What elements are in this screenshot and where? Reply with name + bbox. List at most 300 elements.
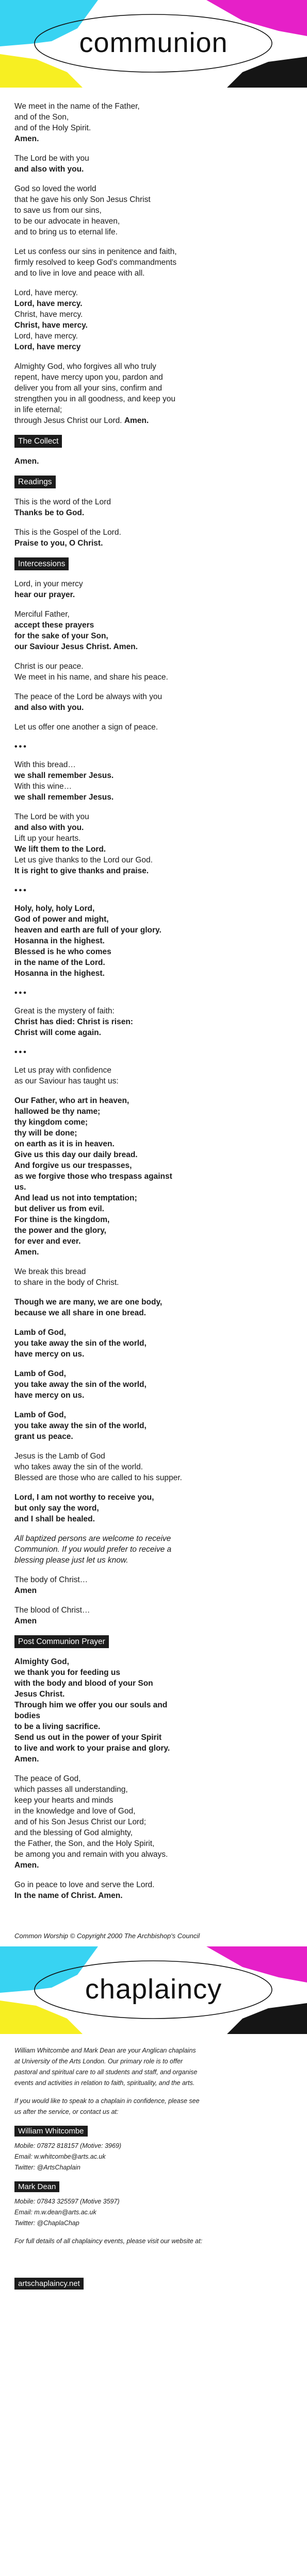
line-text: heaven and earth are full of your glory.	[14, 926, 161, 935]
line-text: but only say the word,	[14, 1504, 99, 1513]
congregation-response	[14, 1514, 293, 1524]
text-line	[14, 2237, 293, 2248]
line-text: We break this bread	[14, 1267, 86, 1276]
liturgy-paragraph	[14, 1065, 293, 1087]
line-text: you take away the sin of the world,	[14, 1339, 147, 1348]
section-divider: •••	[14, 742, 28, 751]
line-text: The Lord be with you	[14, 812, 89, 821]
line-response: Amen.	[124, 416, 149, 425]
line-text: Amen	[14, 1586, 37, 1595]
congregation-response	[14, 1616, 293, 1626]
line-text: Let us pray with confidence	[14, 1066, 111, 1075]
line-text: Merciful Father,	[14, 610, 70, 619]
line-text: Holy, holy, holy Lord,	[14, 904, 95, 913]
line-text: Give us this day our daily bread.	[14, 1150, 138, 1159]
line-text: we shall remember Jesus.	[14, 793, 114, 802]
text-line	[14, 1076, 293, 1087]
line-text: and I shall be healed.	[14, 1515, 95, 1523]
line-text: have mercy on us.	[14, 1350, 85, 1359]
line-text: Thanks be to God.	[14, 509, 85, 517]
text-line	[14, 661, 293, 672]
congregation-response	[14, 936, 293, 946]
line-text: With this bread…	[14, 760, 76, 769]
text-line	[14, 361, 293, 372]
congregation-response	[14, 1139, 293, 1149]
line-text: and to bring us to eternal life.	[14, 228, 118, 236]
congregation-response	[14, 1338, 293, 1349]
line-text: you take away the sin of the world,	[14, 1421, 147, 1430]
line-text: Hosanna in the highest.	[14, 937, 105, 945]
section-heading: Post Communion Prayer	[14, 1635, 109, 1648]
text-line	[14, 1544, 293, 1555]
liturgy-paragraph	[14, 609, 293, 652]
congregation-response	[14, 133, 293, 144]
liturgy-paragraph	[14, 691, 293, 713]
congregation-response	[14, 1349, 293, 1360]
congregation-response	[14, 620, 293, 631]
line-text: as our Saviour has taught us:	[14, 1077, 119, 1086]
line-text: For thine is the kingdom,	[14, 1215, 110, 1224]
congregation-response	[14, 1214, 293, 1225]
line-text: we thank you for feeding us	[14, 1668, 120, 1677]
liturgy-paragraph	[14, 811, 293, 876]
congregation-response	[14, 702, 293, 713]
text-line	[14, 153, 293, 164]
line-text: The Lord be with you	[14, 154, 89, 163]
line-text: Though we are many, we are one body,	[14, 1298, 163, 1307]
text-line	[14, 497, 293, 507]
line-text: The body of Christ…	[14, 1575, 88, 1584]
congregation-response	[14, 903, 293, 914]
text-line	[14, 2197, 293, 2208]
liturgy-text	[0, 88, 307, 1920]
line-text: Amen	[14, 1617, 37, 1625]
black-shape	[227, 57, 307, 88]
congregation-response	[14, 792, 293, 803]
congregation-response	[14, 1379, 293, 1390]
congregation-response	[14, 1700, 293, 1710]
text-line	[14, 1555, 293, 1566]
liturgy-paragraph	[14, 1533, 293, 1566]
congregation-response	[14, 946, 293, 957]
line-text: Mobile: 07843 325597 (Motive 3597)	[14, 2198, 120, 2205]
page-title: communion	[79, 27, 228, 58]
text-line	[14, 1451, 293, 1462]
liturgy-paragraph	[14, 1266, 293, 1288]
line-text: to be a living sacrifice.	[14, 1722, 101, 1731]
text-line	[14, 1827, 293, 1838]
congregation-response	[14, 822, 293, 833]
liturgy-paragraph	[14, 1327, 293, 1360]
line-text: God so loved the world	[14, 184, 96, 193]
congregation-response	[14, 1204, 293, 1214]
line-text: and also with you.	[14, 823, 84, 832]
line-text: Lord, have mercy.	[14, 332, 78, 341]
text-line	[14, 1806, 293, 1817]
line-text: we shall remember Jesus.	[14, 771, 114, 780]
text-line	[14, 1472, 293, 1483]
text-line	[14, 183, 293, 194]
line-text: at University of the Arts London. Our primary role is to offer	[14, 2058, 183, 2065]
liturgy-paragraph	[14, 1410, 293, 1442]
line-text: Blessed is he who comes	[14, 947, 111, 956]
text-line	[14, 2153, 293, 2163]
line-text: through Jesus Christ our Lord.	[14, 416, 124, 425]
congregation-response	[14, 631, 293, 641]
congregation-response	[14, 1710, 293, 1721]
liturgy-paragraph	[14, 2046, 293, 2090]
congregation-response	[14, 1390, 293, 1401]
line-text: us.	[14, 1183, 26, 1192]
line-text: Amen.	[14, 1248, 39, 1257]
line-text: us after the service, or contact us at:	[14, 2108, 119, 2115]
text-line	[14, 722, 293, 733]
text-line	[14, 1879, 293, 1890]
congregation-response	[14, 1327, 293, 1338]
section-divider: •••	[14, 1048, 28, 1057]
line-text: With this wine…	[14, 782, 72, 791]
line-text: thy will be done;	[14, 1129, 77, 1138]
text-line	[14, 1065, 293, 1076]
congregation-response	[14, 770, 293, 781]
line-text: the Father, the Son, and the Holy Spirit,	[14, 1839, 155, 1848]
line-text: For full details of all chaplaincy events, please visit our website at:	[14, 2238, 203, 2245]
congregation-response	[14, 844, 293, 855]
congregation-response	[14, 1721, 293, 1732]
liturgy-paragraph	[14, 661, 293, 683]
line-text: Lord, have mercy.	[14, 289, 78, 297]
line-text: And forgive us our trespasses,	[14, 1161, 132, 1170]
line-text: which passes all understanding,	[14, 1785, 128, 1794]
liturgy-paragraph	[14, 2197, 293, 2230]
congregation-response	[14, 1027, 293, 1038]
liturgy-paragraph	[14, 101, 293, 144]
line-text: because we all share in one bread.	[14, 1309, 146, 1317]
liturgy-paragraph	[14, 153, 293, 175]
line-text: Let us confess our sins in penitence and faith,	[14, 247, 177, 256]
line-text: events and activities in relation to faith, spirituality, and the arts.	[14, 2079, 195, 2087]
line-text: Christ, have mercy.	[14, 310, 83, 319]
communion-banner	[0, 0, 307, 88]
text-line	[14, 1574, 293, 1585]
congregation-response	[14, 164, 293, 175]
congregation-response	[14, 1106, 293, 1117]
congregation-response	[14, 1128, 293, 1139]
congregation-response	[14, 1689, 293, 1700]
section-heading: Intercessions	[14, 557, 69, 570]
line-text: Amen.	[14, 457, 39, 466]
text-line	[14, 268, 293, 279]
text-line	[14, 227, 293, 238]
congregation-response	[14, 507, 293, 518]
section-heading: Mark Dean	[14, 2181, 59, 2192]
congregation-response	[14, 1247, 293, 1258]
line-text: Send us out in the power of your Spirit	[14, 1733, 162, 1742]
text-line	[14, 609, 293, 620]
line-text: as we forgive those who trespass against	[14, 1172, 172, 1181]
congregation-response	[14, 298, 293, 309]
liturgy-paragraph	[14, 1451, 293, 1483]
congregation-response	[14, 1890, 293, 1901]
liturgy-paragraph	[14, 1368, 293, 1401]
congregation-response	[14, 342, 293, 352]
text-line	[14, 205, 293, 216]
congregation-response	[14, 925, 293, 936]
section-heading: William Whitcombe	[14, 2126, 88, 2137]
line-text: The peace of God,	[14, 1774, 81, 1783]
congregation-response	[14, 1678, 293, 1689]
text-line	[14, 2068, 293, 2079]
yellow-shape	[0, 54, 83, 88]
congregation-response	[14, 538, 293, 549]
congregation-response	[14, 1410, 293, 1420]
line-text: repent, have mercy upon you, pardon and	[14, 373, 163, 382]
text-line	[14, 123, 293, 133]
congregation-response	[14, 1182, 293, 1193]
line-text: hear our prayer.	[14, 590, 75, 599]
line-text: Lift up your hearts.	[14, 834, 81, 843]
line-text: Let us offer one another a sign of peace.	[14, 723, 158, 732]
line-text: in the name of the Lord.	[14, 958, 105, 967]
congregation-response	[14, 1732, 293, 1743]
text-line	[14, 331, 293, 342]
line-text: grant us peace.	[14, 1432, 73, 1441]
line-text: Great is the mystery of faith:	[14, 1007, 115, 1015]
text-line	[14, 2142, 293, 2153]
line-text: Communion. If you would prefer to receive a	[14, 1545, 172, 1554]
line-text: Amen.	[14, 134, 39, 143]
text-line	[14, 1462, 293, 1472]
line-text: strengthen you in all goodness, and keep you	[14, 395, 175, 403]
line-text: Almighty God,	[14, 1657, 69, 1666]
line-text: in life eternal;	[14, 405, 62, 414]
line-text: and also with you.	[14, 703, 84, 712]
line-text: It is right to give thanks and praise.	[14, 867, 149, 875]
text-line	[14, 1266, 293, 1277]
yellow-shape	[0, 2001, 83, 2034]
text-line	[14, 1006, 293, 1016]
line-text: Lord, I am not worthy to receive you,	[14, 1493, 154, 1502]
line-text: on earth as it is in heaven.	[14, 1140, 115, 1148]
liturgy-paragraph	[14, 287, 293, 352]
text-line	[14, 372, 293, 383]
liturgy-paragraph	[14, 2097, 293, 2119]
liturgy-paragraph	[14, 1656, 293, 1765]
line-text: Christ will come again.	[14, 1028, 101, 1037]
congregation-response	[14, 1016, 293, 1027]
website-link[interactable]: artschaplaincy.net	[14, 2278, 84, 2290]
line-text: blessing please just let us know.	[14, 1556, 128, 1565]
line-text: be among you and remain with you always.	[14, 1850, 168, 1859]
line-text: Lamb of God,	[14, 1411, 66, 1419]
liturgy-paragraph	[14, 722, 293, 733]
liturgy-paragraph	[14, 456, 293, 467]
text-line	[14, 527, 293, 538]
section-heading: The Collect	[14, 435, 62, 448]
text-line	[14, 216, 293, 227]
line-text: Email: m.w.dean@arts.ac.uk	[14, 2209, 96, 2216]
text-line	[14, 1277, 293, 1288]
congregation-response	[14, 1368, 293, 1379]
line-text: If you would like to speak to a chaplain in confidence, please see	[14, 2097, 200, 2105]
line-text: Twitter: @ArtsChaplain	[14, 2164, 80, 2171]
congregation-response	[14, 1236, 293, 1247]
congregation-response	[14, 589, 293, 600]
line-text: hallowed be thy name;	[14, 1107, 101, 1116]
liturgy-paragraph	[14, 1297, 293, 1318]
text-line	[14, 2163, 293, 2174]
line-text: in the knowledge and love of God,	[14, 1807, 136, 1816]
text-line	[14, 257, 293, 268]
line-text: God of power and might,	[14, 915, 109, 924]
line-text: to save us from our sins,	[14, 206, 102, 215]
line-text: We meet in his name, and share his peace.	[14, 673, 168, 682]
line-text: have mercy on us.	[14, 1391, 85, 1400]
line-text: Let us give thanks to the Lord our God.	[14, 856, 153, 865]
text-line	[14, 394, 293, 404]
line-text: to share in the body of Christ.	[14, 1278, 119, 1287]
line-text: This is the Gospel of the Lord.	[14, 528, 121, 537]
text-line	[14, 2057, 293, 2068]
text-line	[14, 1795, 293, 1806]
text-line	[14, 1533, 293, 1544]
congregation-response	[14, 866, 293, 876]
line-text: Lord, in your mercy	[14, 580, 83, 588]
section-divider: •••	[14, 886, 28, 895]
line-text: Amen.	[14, 1861, 39, 1870]
line-text: This is the word of the Lord	[14, 498, 111, 506]
text-line	[14, 2079, 293, 2090]
line-text: and to live in love and peace with all.	[14, 269, 145, 278]
liturgy-paragraph	[14, 1574, 293, 1596]
line-text: and of the Holy Spirit.	[14, 124, 91, 132]
line-text: accept these prayers	[14, 621, 94, 630]
line-text: our Saviour Jesus Christ. Amen.	[14, 642, 138, 651]
line-text: Hosanna in the highest.	[14, 969, 105, 978]
line-text: firmly resolved to keep God's commandments	[14, 258, 176, 267]
chaplaincy-title: chaplaincy	[85, 1974, 222, 2005]
line-text: Email: w.whitcombe@arts.ac.uk	[14, 2153, 106, 2160]
line-text: Blessed are those who are called to his supper.	[14, 1473, 182, 1482]
text-line	[14, 672, 293, 683]
congregation-response	[14, 1656, 293, 1667]
text-line	[14, 112, 293, 123]
liturgy-paragraph	[14, 2142, 293, 2174]
text-line	[14, 781, 293, 792]
line-text: Go in peace to love and serve the Lord.	[14, 1880, 155, 1889]
text-line	[14, 246, 293, 257]
line-text: Our Father, who art in heaven,	[14, 1096, 130, 1105]
line-text: Lord, have mercy	[14, 343, 81, 351]
text-line	[14, 579, 293, 589]
congregation-response	[14, 1297, 293, 1308]
line-text: All baptized persons are welcome to receive	[14, 1534, 171, 1543]
line-text: We meet in the name of the Father,	[14, 102, 140, 111]
line-text: for the sake of your Son,	[14, 632, 108, 640]
liturgy-paragraph	[14, 1492, 293, 1524]
line-text: Praise to you, O Christ.	[14, 539, 103, 548]
liturgy-paragraph	[14, 1879, 293, 1901]
liturgy-paragraph	[14, 903, 293, 979]
line-text: Mobile: 07872 818157 (Motive: 3969)	[14, 2142, 122, 2149]
congregation-response	[14, 1503, 293, 1514]
congregation-response	[14, 1754, 293, 1765]
text-line	[14, 691, 293, 702]
liturgy-paragraph	[14, 183, 293, 238]
line-text: Christ, have mercy.	[14, 321, 88, 330]
congregation-response	[14, 1171, 293, 1182]
text-line	[14, 309, 293, 320]
line-text: and also with you.	[14, 165, 84, 174]
congregation-response	[14, 1743, 293, 1754]
line-text: The peace of the Lord be always with you	[14, 692, 163, 701]
line-text: Lamb of God,	[14, 1328, 66, 1337]
liturgy-paragraph	[14, 1006, 293, 1038]
congregation-response	[14, 1095, 293, 1106]
text-line	[14, 404, 293, 415]
text-line	[14, 1817, 293, 1827]
text-line	[14, 383, 293, 394]
text-line	[14, 855, 293, 866]
text-line	[14, 101, 293, 112]
congregation-response	[14, 1431, 293, 1442]
line-text: Christ has died: Christ is risen:	[14, 1018, 133, 1026]
line-text: Amen.	[14, 1755, 39, 1764]
line-text: you take away the sin of the world,	[14, 1380, 147, 1389]
congregation-response	[14, 456, 293, 467]
line-text: and the blessing of God almighty,	[14, 1828, 133, 1837]
liturgy-paragraph	[14, 246, 293, 279]
line-text: Lamb of God,	[14, 1369, 66, 1378]
text-line	[14, 833, 293, 844]
line-text: Through him we offer you our souls and	[14, 1701, 168, 1709]
line-text: Almighty God, who forgives all who truly	[14, 362, 156, 371]
liturgy-paragraph	[14, 1773, 293, 1871]
liturgy-paragraph	[14, 2237, 293, 2248]
copyright-notice: Common Worship © Copyright 2000 The Archbishop's Council	[14, 1932, 200, 1940]
line-text: the power and the glory,	[14, 1226, 106, 1235]
section-heading: Readings	[14, 476, 56, 488]
congregation-response	[14, 957, 293, 968]
text-line	[14, 1773, 293, 1784]
congregation-response	[14, 1149, 293, 1160]
text-line	[14, 2108, 293, 2119]
liturgy-paragraph	[14, 759, 293, 803]
line-text: bodies	[14, 1711, 40, 1720]
line-text: but deliver us from evil.	[14, 1205, 104, 1213]
liturgy-paragraph	[14, 1605, 293, 1626]
section-divider: •••	[14, 989, 28, 997]
congregation-response	[14, 1860, 293, 1871]
congregation-response	[14, 641, 293, 652]
text-line	[14, 194, 293, 205]
line-text: for ever and ever.	[14, 1237, 81, 1246]
congregation-response	[14, 1492, 293, 1503]
line-text: that he gave his only Son Jesus Christ	[14, 195, 151, 204]
text-line	[14, 759, 293, 770]
line-text: Lord, have mercy.	[14, 299, 83, 308]
text-line	[14, 287, 293, 298]
line-text: pastoral and spiritual care to all students and staff, and organise	[14, 2069, 198, 2076]
line-text: The blood of Christ…	[14, 1606, 90, 1615]
line-text: keep your hearts and minds	[14, 1796, 114, 1805]
line-text: Twitter: @ChaplaChap	[14, 2219, 79, 2227]
congregation-response	[14, 1308, 293, 1318]
congregation-response	[14, 1193, 293, 1204]
line-text: who takes away the sin of the world.	[14, 1463, 143, 1471]
line-text: and of the Son,	[14, 113, 69, 122]
text-line	[14, 2097, 293, 2108]
